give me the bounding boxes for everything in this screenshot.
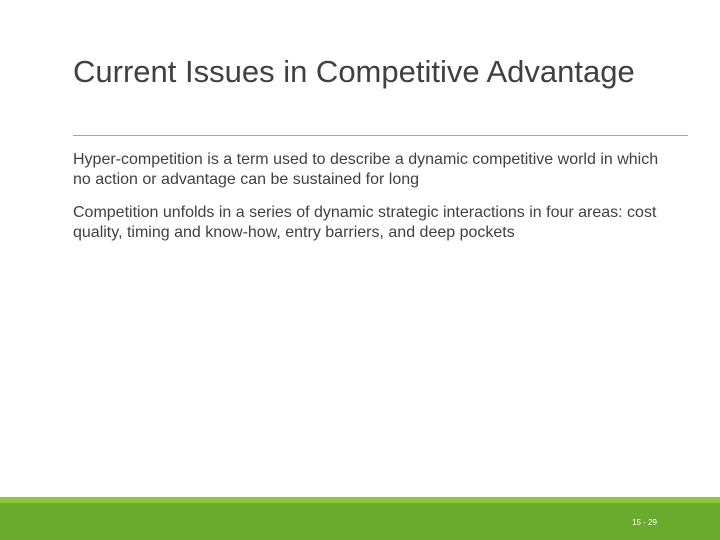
body-paragraph-1: Hyper-competition is a term used to describe a dynamic competitive world in which no action or advantage can be sustained for long	[73, 151, 659, 188]
body-paragraph-2: Competition unfolds in a series of dynamic strategic interactions in four areas: cost quality, timing and know-how, entry barriers, and deep pockets	[73, 204, 657, 241]
page-number: 15 - 29	[632, 518, 657, 527]
title-divider	[73, 135, 688, 136]
slide-title: Current Issues in Competitive Advantage	[73, 54, 635, 89]
footer-bar	[0, 503, 720, 540]
slide-body	[73, 150, 663, 256]
